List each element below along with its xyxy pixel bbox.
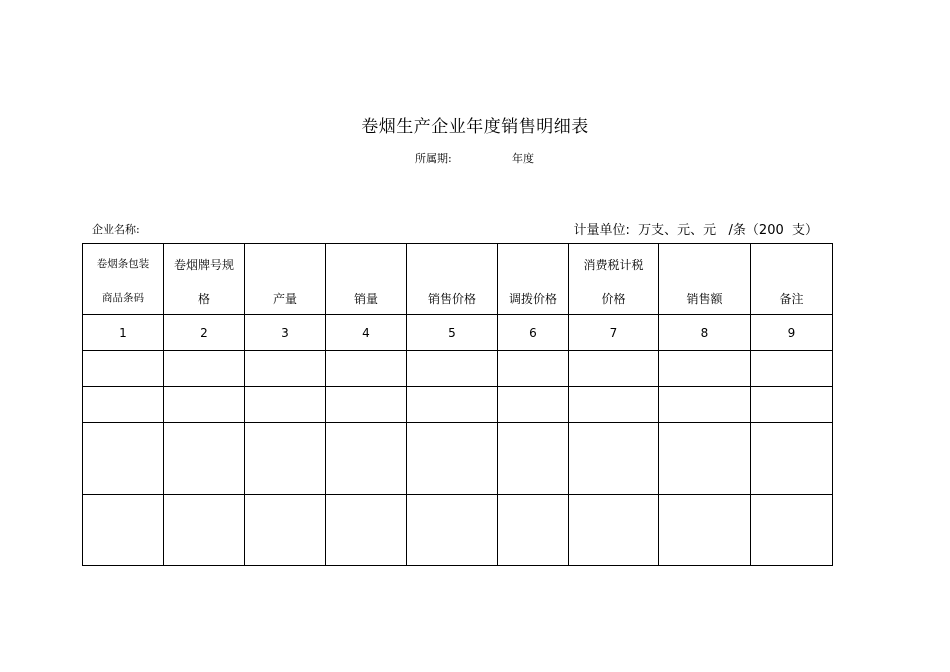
table-cell[interactable] xyxy=(326,495,407,566)
table-cell[interactable] xyxy=(569,387,659,423)
table-cell[interactable] xyxy=(751,495,833,566)
header-sales-price: 销售价格 xyxy=(427,292,476,306)
table-cell[interactable] xyxy=(751,351,833,387)
header-transfer-price: 调拨价格 xyxy=(508,292,557,306)
table-cell[interactable] xyxy=(498,423,569,495)
header-cell-transfer-price xyxy=(498,244,569,315)
table-row xyxy=(83,423,833,495)
table-cell[interactable] xyxy=(659,495,751,566)
table-row xyxy=(83,351,833,387)
sales-detail-table xyxy=(82,243,833,566)
header-cell-sales-amount xyxy=(659,244,751,315)
header-row xyxy=(83,244,833,315)
column-number: 7 xyxy=(569,315,659,351)
column-number: 2 xyxy=(164,315,245,351)
header-brand-line2: 格 xyxy=(197,292,210,306)
table-row xyxy=(83,495,833,566)
table-cell[interactable] xyxy=(407,387,498,423)
period-label: 所属期: xyxy=(415,152,452,165)
unit-label: 计量单位: 万支、元、元 /条（200 支） xyxy=(573,223,818,238)
header-tax-price-line1: 消费税计税 xyxy=(583,258,644,272)
column-number: 4 xyxy=(326,315,407,351)
column-number: 9 xyxy=(751,315,833,351)
table-row xyxy=(83,387,833,423)
table-cell[interactable] xyxy=(407,423,498,495)
table-cell[interactable] xyxy=(164,351,245,387)
header-cell-brand-spec xyxy=(164,244,245,315)
header-sales-volume: 销量 xyxy=(353,292,378,306)
column-number: 6 xyxy=(498,315,569,351)
column-number: 3 xyxy=(245,315,326,351)
table-cell[interactable] xyxy=(498,495,569,566)
header-barcode-line2: 商品条码 xyxy=(102,292,144,304)
page-title: 卷烟生产企业年度销售明细表 xyxy=(361,117,589,137)
table-cell[interactable] xyxy=(83,387,164,423)
table-cell[interactable] xyxy=(659,351,751,387)
header-cell-tax-price xyxy=(569,244,659,315)
header-barcode-line1: 卷烟条包装 xyxy=(96,258,150,270)
table-cell[interactable] xyxy=(83,495,164,566)
header-remarks: 备注 xyxy=(779,292,804,306)
header-cell-output xyxy=(245,244,326,315)
table-cell[interactable] xyxy=(659,387,751,423)
table-cell[interactable] xyxy=(407,495,498,566)
table-cell[interactable] xyxy=(326,351,407,387)
table-cell[interactable] xyxy=(83,423,164,495)
table-cell[interactable] xyxy=(245,423,326,495)
table-cell[interactable] xyxy=(569,495,659,566)
header-cell-barcode xyxy=(83,244,164,315)
header-sales-amount: 销售额 xyxy=(686,292,723,306)
header-cell-sales-price xyxy=(407,244,498,315)
table-cell[interactable] xyxy=(164,387,245,423)
header-output: 产量 xyxy=(272,292,297,306)
table-cell[interactable] xyxy=(659,423,751,495)
table-cell[interactable] xyxy=(751,387,833,423)
table-cell[interactable] xyxy=(245,351,326,387)
company-name-label: 企业名称: xyxy=(92,223,140,236)
table-cell[interactable] xyxy=(498,351,569,387)
table-cell[interactable] xyxy=(326,423,407,495)
table-cell[interactable] xyxy=(83,351,164,387)
period-year-label: 年度 xyxy=(512,152,534,165)
table-cell[interactable] xyxy=(326,387,407,423)
column-number: 5 xyxy=(407,315,498,351)
header-brand-line1: 卷烟牌号规 xyxy=(173,258,234,272)
table-cell[interactable] xyxy=(569,423,659,495)
table-cell[interactable] xyxy=(498,387,569,423)
table-cell[interactable] xyxy=(407,351,498,387)
table-cell[interactable] xyxy=(245,387,326,423)
column-number-row xyxy=(83,315,833,351)
header-tax-price-line2: 价格 xyxy=(601,292,626,306)
table-cell[interactable] xyxy=(164,495,245,566)
column-number: 8 xyxy=(659,315,751,351)
table-cell[interactable] xyxy=(751,423,833,495)
column-number: 1 xyxy=(83,315,164,351)
header-cell-remarks xyxy=(751,244,833,315)
table-cell[interactable] xyxy=(569,351,659,387)
header-cell-sales-volume xyxy=(326,244,407,315)
table-cell[interactable] xyxy=(245,495,326,566)
table-cell[interactable] xyxy=(164,423,245,495)
